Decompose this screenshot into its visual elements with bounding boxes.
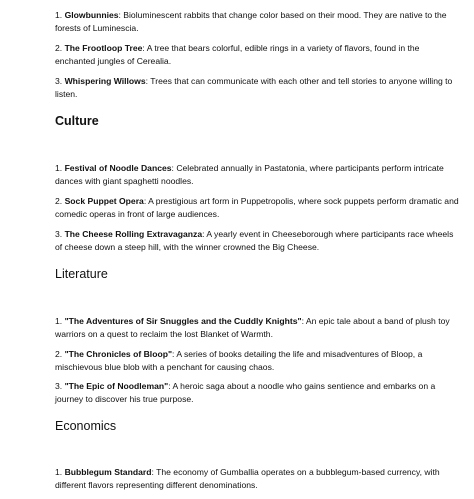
item-term: Bubblegum Standard <box>64 467 152 477</box>
item-text: : Bioluminescent rabbits that change color based on their mood. They are native to the forests of Luminescia. <box>55 10 447 33</box>
list-item <box>55 315 459 341</box>
item-number: 3. <box>55 76 63 86</box>
item-text: : A prestigious art form in Puppetropolis, where sock puppets perform dramatic and comedic operas in front of large audiences. <box>55 196 459 219</box>
item-number: 1. <box>55 467 63 477</box>
item-text: : A yearly event in Cheeseborough where participants race wheels of cheese down a steep hill, with the winner crowned the Big Cheese. <box>55 229 454 252</box>
item-term: "The Chronicles of Bloop" <box>64 349 173 359</box>
item-number: 2. <box>55 43 63 53</box>
item-term: The Cheese Rolling Extravaganza <box>64 229 203 239</box>
list-item <box>55 348 459 374</box>
item-term: "The Adventures of Sir Snuggles and the Cuddly Knights" <box>64 316 302 326</box>
list-item <box>55 466 459 492</box>
item-number: 3. <box>55 229 63 239</box>
item-number: 1. <box>55 163 63 173</box>
item-term: Glowbunnies <box>64 10 119 20</box>
section-heading-economics: Economics <box>55 419 117 433</box>
item-text: : The economy of Gumballia operates on a bubblegum-based currency, with different flavors representing different denominations. <box>55 467 440 490</box>
item-term: Festival of Noodle Dances <box>64 163 172 173</box>
section-heading-culture: Culture <box>55 114 99 128</box>
list-item <box>55 162 459 188</box>
item-number: 1. <box>55 10 63 20</box>
item-text: : A series of books detailing the life and misadventures of Bloop, a mischievous blue blob with a penchant for causing chaos. <box>55 349 423 372</box>
list-item <box>55 9 459 35</box>
item-term: "The Epic of Noodleman" <box>64 381 169 391</box>
item-text: : Trees that can communicate with each other and tell stories to anyone willing to listen. <box>55 76 453 99</box>
item-number: 1. <box>55 316 63 326</box>
item-text: : A tree that bears colorful, edible rings in a variety of flavors, found in the enchanted jungles of Cerealia. <box>55 43 420 66</box>
list-item <box>55 42 459 68</box>
item-number: 3. <box>55 381 63 391</box>
list-item <box>55 380 459 406</box>
list-item <box>55 228 459 254</box>
item-term: Sock Puppet Opera <box>64 196 144 206</box>
item-text: : A heroic saga about a noodle who gains sentience and embarks on a journey to discover his true purpose. <box>55 381 436 404</box>
item-text: : Celebrated annually in Pastatonia, where participants perform intricate dances with giant spaghetti noodles. <box>55 163 444 186</box>
list-item <box>55 195 459 221</box>
item-number: 2. <box>55 349 63 359</box>
list-item <box>55 75 459 101</box>
item-number: 2. <box>55 196 63 206</box>
item-text: : An epic tale about a band of plush toy warriors on a quest to reclaim the lost Blanket of Warmth. <box>55 316 450 339</box>
item-term: The Frootloop Tree <box>64 43 143 53</box>
section-heading-literature: Literature <box>55 267 108 281</box>
item-term: Whispering Willows <box>64 76 146 86</box>
